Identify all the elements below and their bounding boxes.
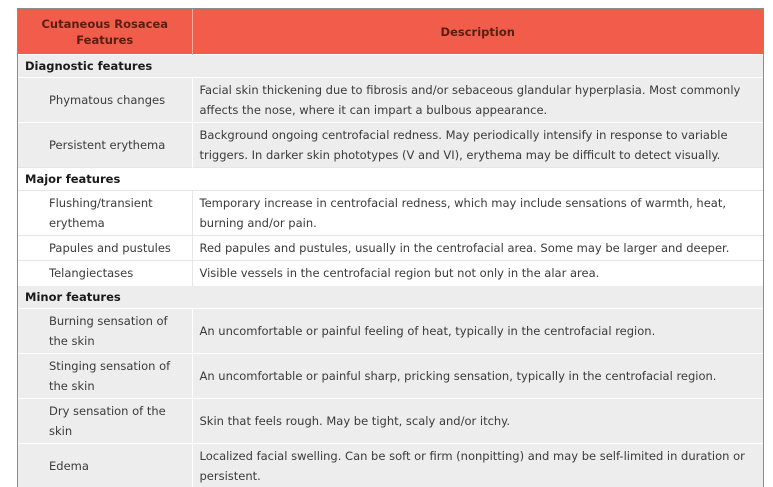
description-cell: Localized facial swelling. Can be soft or firm (nonpitting) and may be self-limited in duration or persistent. [192,444,763,487]
description-cell: Temporary increase in centrofacial redness, which may include sensations of warmth, heat, burning and/or pain. [192,191,763,236]
table-row [18,191,763,236]
description-cell: An uncomfortable or painful feeling of heat, typically in the centrofacial region. [192,309,763,354]
section-row-major [18,168,763,191]
table-row [18,78,763,123]
description-cell: Visible vessels in the centrofacial region but not only in the alar area. [192,261,763,286]
description-cell: An uncomfortable or painful sharp, pricking sensation, typically in the centrofacial region. [192,354,763,399]
features-table [18,9,763,487]
feature-cell: Flushing/transient erythema [18,191,192,236]
table-row [18,309,763,354]
table-row [18,399,763,444]
section-title: Minor features [18,286,763,309]
feature-cell: Edema [18,444,192,487]
feature-cell: Stinging sensation of the skin [18,354,192,399]
rosacea-features-table [17,8,764,487]
header-description: Description [192,9,763,55]
table-row [18,261,763,286]
description-cell: Skin that feels rough. May be tight, scaly and/or itchy. [192,399,763,444]
description-cell: Red papules and pustules, usually in the centrofacial area. Some may be larger and deeper. [192,236,763,261]
table-row [18,444,763,487]
section-title: Major features [18,168,763,191]
section-row-minor [18,286,763,309]
section-title: Diagnostic features [18,55,763,78]
feature-cell: Burning sensation of the skin [18,309,192,354]
feature-cell: Persistent erythema [18,123,192,168]
description-cell: Facial skin thickening due to fibrosis and/or sebaceous glandular hyperplasia. Most commonly affects the nose, where it can impart a bulbous appearance. [192,78,763,123]
feature-cell: Papules and pustules [18,236,192,261]
feature-cell: Dry sensation of the skin [18,399,192,444]
table-row [18,123,763,168]
description-cell: Background ongoing centrofacial redness. May periodically intensify in response to variable triggers. In darker skin phototypes (V and VI), erythema may be difficult to detect visually. [192,123,763,168]
table-row [18,236,763,261]
table-header-row [18,9,763,55]
header-features: Cutaneous Rosacea Features [18,9,192,55]
section-row-diagnostic [18,55,763,78]
feature-cell: Telangiectases [18,261,192,286]
table-row [18,354,763,399]
feature-cell: Phymatous changes [18,78,192,123]
